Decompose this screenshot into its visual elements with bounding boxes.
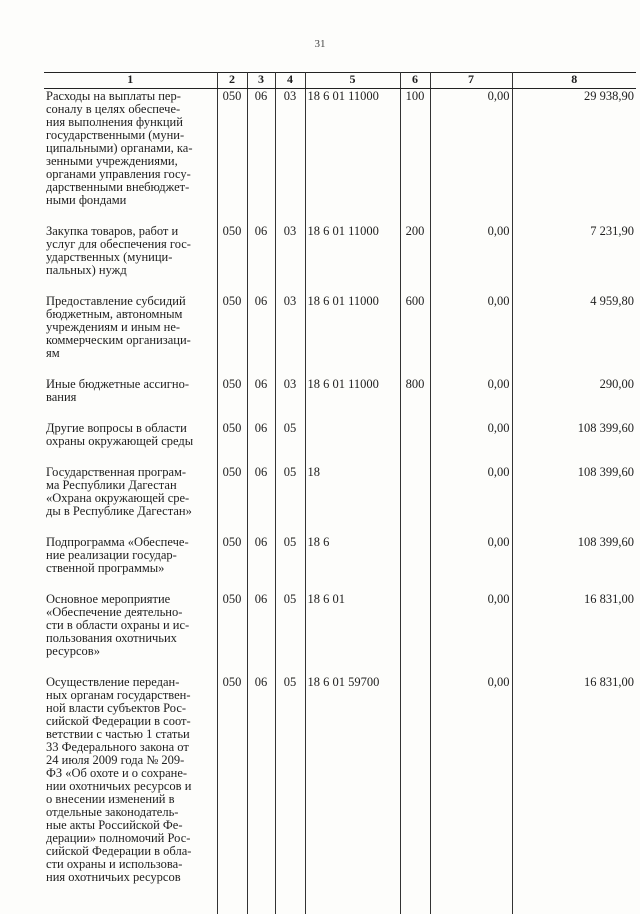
table-row <box>44 377 636 421</box>
amount-col7-cell: 0,00 <box>430 89 512 225</box>
table-row <box>44 465 636 535</box>
header-cell: 6 <box>400 73 430 89</box>
amount-col8-cell: 108 399,60 <box>512 465 636 535</box>
admin-code-cell: 050 <box>217 592 247 675</box>
amount-col8-cell: 290,00 <box>512 377 636 421</box>
section-code-cell: 06 <box>247 465 275 535</box>
header-cell: 7 <box>430 73 512 89</box>
table-row <box>44 421 636 465</box>
row-name-cell: Закупка товаров, работ и услуг для обеспечения гос- ударственных (муници- пальных) нужд <box>44 224 217 294</box>
section-code-cell: 06 <box>247 535 275 592</box>
target-article-cell <box>305 421 400 465</box>
subsection-code-cell: 03 <box>275 294 305 377</box>
amount-col8-cell: 4 959,80 <box>512 294 636 377</box>
expense-type-cell: 200 <box>400 224 430 294</box>
amount-col7-cell: 0,00 <box>430 675 512 914</box>
admin-code-cell: 050 <box>217 377 247 421</box>
table-row <box>44 294 636 377</box>
amount-col7-cell: 0,00 <box>430 377 512 421</box>
row-name-cell: Другие вопросы в области охраны окружающей среды <box>44 421 217 465</box>
row-name-cell: Государственная програм- ма Республики Дагестан «Охрана окружающей сре- ды в Республике Дагестан» <box>44 465 217 535</box>
header-cell: 8 <box>512 73 636 89</box>
admin-code-cell: 050 <box>217 421 247 465</box>
amount-col8-cell: 16 831,00 <box>512 675 636 914</box>
target-article-cell: 18 6 <box>305 535 400 592</box>
expense-type-cell <box>400 675 430 914</box>
admin-code-cell: 050 <box>217 224 247 294</box>
row-name-cell: Иные бюджетные ассигно- вания <box>44 377 217 421</box>
budget-table <box>44 72 636 914</box>
amount-col8-cell: 108 399,60 <box>512 535 636 592</box>
expense-type-cell <box>400 535 430 592</box>
expense-type-cell: 800 <box>400 377 430 421</box>
target-article-cell: 18 6 01 11000 <box>305 224 400 294</box>
target-article-cell: 18 6 01 11000 <box>305 377 400 421</box>
row-name-cell: Предоставление субсидий бюджетным, автономным учреждениям и иным не- коммерческим организаци- ям <box>44 294 217 377</box>
table-row <box>44 592 636 675</box>
row-name-cell: Осуществление передан- ных органам государствен- ной власти субъектов Рос- сийской Федерации в соот- ветствии с частью 1 статьи 33 Федерального закона от 24 июля 2009 года № 209- ФЗ «Об охоте и о сохране- нии охотничьих ресурсов и о внесении изменений в отдельные законодатель- ные акты Российской Фе- дерации» полномочий Рос- сийской Федерации в обла- сти охраны и использова- ния охотничьих ресурсов <box>44 675 217 914</box>
header-row <box>44 73 636 89</box>
admin-code-cell: 050 <box>217 89 247 225</box>
header-cell: 4 <box>275 73 305 89</box>
table-row <box>44 675 636 914</box>
admin-code-cell: 050 <box>217 294 247 377</box>
target-article-cell: 18 6 01 11000 <box>305 89 400 225</box>
section-code-cell: 06 <box>247 294 275 377</box>
expense-type-cell <box>400 592 430 675</box>
admin-code-cell: 050 <box>217 465 247 535</box>
subsection-code-cell: 03 <box>275 89 305 225</box>
row-name-cell: Основное мероприятие «Обеспечение деятельно- сти в области охраны и ис- пользования охотничьих ресурсов» <box>44 592 217 675</box>
section-code-cell: 06 <box>247 592 275 675</box>
admin-code-cell: 050 <box>217 675 247 914</box>
subsection-code-cell: 03 <box>275 377 305 421</box>
subsection-code-cell: 05 <box>275 465 305 535</box>
expense-type-cell <box>400 465 430 535</box>
header-cell: 2 <box>217 73 247 89</box>
section-code-cell: 06 <box>247 89 275 225</box>
amount-col8-cell: 108 399,60 <box>512 421 636 465</box>
amount-col7-cell: 0,00 <box>430 592 512 675</box>
section-code-cell: 06 <box>247 224 275 294</box>
expense-type-cell <box>400 421 430 465</box>
subsection-code-cell: 05 <box>275 535 305 592</box>
table-row <box>44 535 636 592</box>
row-name-cell: Подпрограмма «Обеспече- ние реализации государ- ственной программы» <box>44 535 217 592</box>
amount-col8-cell: 29 938,90 <box>512 89 636 225</box>
amount-col8-cell: 7 231,90 <box>512 224 636 294</box>
amount-col7-cell: 0,00 <box>430 224 512 294</box>
target-article-cell: 18 6 01 59700 <box>305 675 400 914</box>
subsection-code-cell: 05 <box>275 675 305 914</box>
header-cell: 5 <box>305 73 400 89</box>
admin-code-cell: 050 <box>217 535 247 592</box>
amount-col7-cell: 0,00 <box>430 294 512 377</box>
expense-type-cell: 600 <box>400 294 430 377</box>
page-number: 31 <box>314 38 326 50</box>
target-article-cell: 18 6 01 11000 <box>305 294 400 377</box>
expense-type-cell: 100 <box>400 89 430 225</box>
header-cell: 1 <box>44 73 217 89</box>
amount-col7-cell: 0,00 <box>430 465 512 535</box>
section-code-cell: 06 <box>247 377 275 421</box>
section-code-cell: 06 <box>247 675 275 914</box>
target-article-cell: 18 6 01 <box>305 592 400 675</box>
amount-col7-cell: 0,00 <box>430 421 512 465</box>
subsection-code-cell: 03 <box>275 224 305 294</box>
row-name-cell: Расходы на выплаты пер- соналу в целях обеспече- ния выполнения функций государственными (муни- ципальными) органами, ка- зенными учреждениями, органами управления госу- дарственными внебюджет- ными фондами <box>44 89 217 225</box>
target-article-cell: 18 <box>305 465 400 535</box>
subsection-code-cell: 05 <box>275 592 305 675</box>
header-cell: 3 <box>247 73 275 89</box>
amount-col7-cell: 0,00 <box>430 535 512 592</box>
subsection-code-cell: 05 <box>275 421 305 465</box>
amount-col8-cell: 16 831,00 <box>512 592 636 675</box>
table-row <box>44 89 636 225</box>
table-row <box>44 224 636 294</box>
section-code-cell: 06 <box>247 421 275 465</box>
